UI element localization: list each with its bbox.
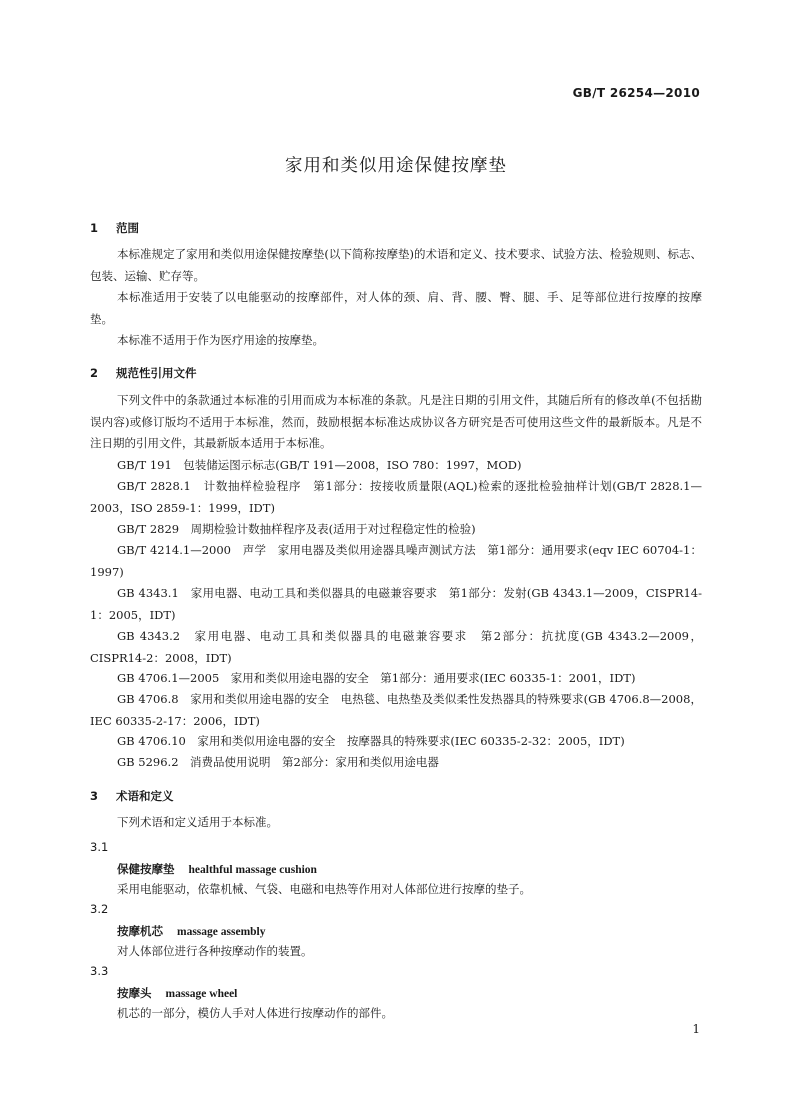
section-title: 术语和定义 (116, 789, 174, 803)
section-title: 范围 (116, 221, 139, 235)
term-definition: 对人体部位进行各种按摩动作的装置。 (117, 944, 313, 958)
paragraph: 下列术语和定义适用于本标准。 (117, 815, 278, 829)
document-title: 家用和类似用途保健按摩垫 (285, 156, 507, 176)
term-en: massage assembly (177, 926, 266, 938)
term-en: massage wheel (165, 988, 238, 1000)
section-number: 3 (90, 789, 99, 803)
section-2-heading (90, 365, 197, 381)
section-1-heading (90, 220, 139, 236)
term-number: 3.3 (90, 964, 109, 978)
term-definition: 机芯的一部分，模仿人手对人体进行按摩动作的部件。 (117, 1006, 393, 1020)
reference-item: GB 4343.2 家用电器、电动工具和类似器具的电磁兼容要求 第2部分：抗扰度(GB 4343.2—2009，CISPR14-2：2008，IDT) (90, 629, 702, 665)
section-title: 规范性引用文件 (116, 366, 197, 380)
reference-item: GB 4706.10 家用和类似用途电器的安全 按摩器具的特殊要求(IEC 60335-2-32：2005，IDT) (117, 734, 625, 748)
paragraph: 本标准规定了家用和类似用途保健按摩垫(以下简称按摩垫)的术语和定义、技术要求、试验方法、检验规则、标志、包装、运输、贮存等。 (90, 247, 702, 283)
section-number: 1 (90, 221, 99, 235)
term-heading (117, 985, 237, 1001)
paragraph: 下列文件中的条款通过本标准的引用而成为本标准的条款。凡是注日期的引用文件，其随后所有的修改单(不包括勘误内容)或修订版均不适用于本标准，然而，鼓励根据本标准达成协议各方研究是否可使用这些文件的最新版本。凡是不注日期的引用文件，其最新版本适用于本标准。 (90, 393, 702, 450)
reference-item: GB/T 191 包装储运图示标志(GB/T 191—2008，ISO 780：1997，MOD) (117, 458, 522, 472)
term-heading (117, 861, 317, 877)
reference-item: GB 5296.2 消费品使用说明 第2部分：家用和类似用途电器 (117, 755, 439, 769)
reference-item: GB 4343.1 家用电器、电动工具和类似器具的电磁兼容要求 第1部分：发射(GB 4343.1—2009，CISPR14-1：2005，IDT) (90, 586, 702, 622)
term-zh: 按摩机芯 (117, 924, 163, 938)
term-number: 3.1 (90, 840, 109, 854)
term-number: 3.2 (90, 902, 109, 916)
section-number: 2 (90, 366, 99, 380)
paragraph: 本标准不适用于作为医疗用途的按摩垫。 (117, 333, 324, 347)
term-zh: 保健按摩垫 (117, 862, 175, 876)
term-heading (117, 923, 266, 939)
section-3-heading (90, 788, 174, 804)
paragraph: 本标准适用于安装了以电能驱动的按摩部件，对人体的颈、肩、背、腰、臀、腿、手、足等部位进行按摩的按摩垫。 (90, 290, 702, 326)
reference-item: GB/T 2829 周期检验计数抽样程序及表(适用于对过程稳定性的检验) (117, 522, 476, 536)
page-number: 1 (692, 1022, 700, 1036)
term-definition: 采用电能驱动，依靠机械、气袋、电磁和电热等作用对人体部位进行按摩的垫子。 (117, 882, 531, 896)
term-en: healthful massage cushion (188, 864, 317, 876)
reference-item: GB 4706.8 家用和类似用途电器的安全 电热毯、电热垫及类似柔性发热器具的特殊要求(GB 4706.8—2008，IEC 60335-2-17：2006，IDT) (90, 692, 702, 728)
reference-item: GB/T 4214.1—2000 声学 家用电器及类似用途器具噪声测试方法 第1部分：通用要求(eqv IEC 60704-1：1997) (90, 543, 702, 579)
reference-item: GB/T 2828.1 计数抽样检验程序 第1部分：按接收质量限(AQL)检索的逐批检验抽样计划(GB/T 2828.1—2003，ISO 2859-1：1999，IDT) (90, 479, 702, 515)
term-zh: 按摩头 (117, 986, 152, 1000)
reference-item: GB 4706.1—2005 家用和类似用途电器的安全 第1部分：通用要求(IEC 60335-1：2001，IDT) (117, 671, 636, 685)
standard-number: GB/T 26254—2010 (572, 86, 700, 100)
